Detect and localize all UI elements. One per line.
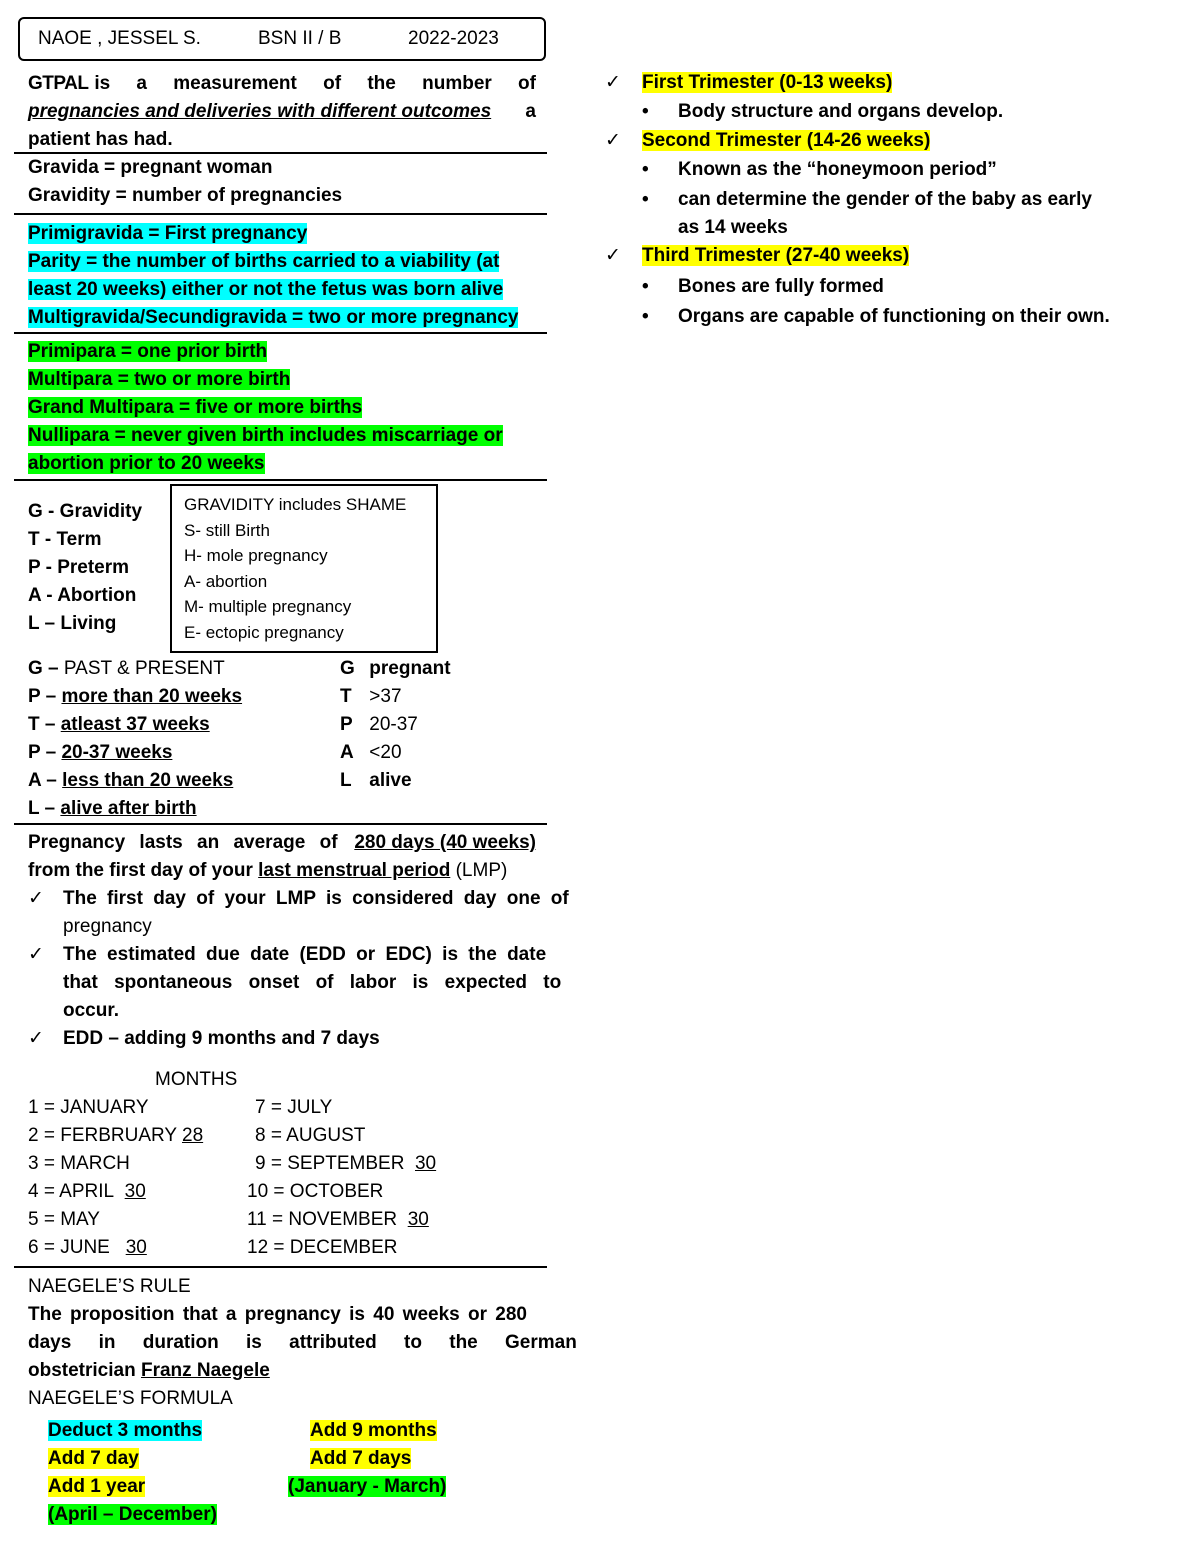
letter-a: A - Abortion bbox=[28, 585, 137, 606]
short-value: 20-37 bbox=[369, 714, 418, 735]
trimesters bbox=[605, 69, 1110, 331]
green-definitions bbox=[28, 338, 503, 478]
formula-add-year: Add 1 year bbox=[48, 1476, 146, 1497]
header-box bbox=[18, 17, 546, 61]
short-letter: P bbox=[340, 714, 353, 735]
header-section: BSN II / B bbox=[258, 28, 342, 49]
lmp-abbr: (LMP) bbox=[455, 860, 508, 881]
detail-prefix: A – bbox=[28, 770, 57, 791]
naegele-rule-line2: days in duration is attributed to the German bbox=[28, 1332, 577, 1353]
check2-line2: that spontaneous onset of labor is expected to bbox=[63, 972, 562, 993]
checkmark-icon: ✓ bbox=[605, 130, 621, 151]
trimester-bullet: Body structure and organs develop. bbox=[678, 101, 1004, 122]
month-label: 11 = NOVEMBER bbox=[247, 1209, 398, 1230]
pregnancy-line1: Pregnancy lasts an average of bbox=[28, 832, 338, 853]
detail-text: more than 20 weeks bbox=[61, 686, 243, 707]
detail-prefix: P – bbox=[28, 686, 57, 707]
check1-line1: The first day of your LMP is considered day one of bbox=[63, 888, 569, 909]
month-label: 2 = FERBRUARY bbox=[28, 1125, 177, 1146]
nullipara-def-1: Nullipara = never given birth includes miscarriage or bbox=[28, 425, 503, 446]
franz-naegele: Franz Naegele bbox=[140, 1360, 270, 1381]
letter-t: T - Term bbox=[28, 529, 102, 550]
detail-prefix: T – bbox=[28, 714, 56, 735]
month-label: 1 = JANUARY bbox=[28, 1097, 149, 1118]
naegele-rule-title: NAEGELE’S RULE bbox=[28, 1276, 191, 1297]
letter-p: P - Preterm bbox=[28, 557, 130, 578]
nullipara-def-2: abortion prior to 20 weeks bbox=[28, 453, 265, 474]
detail-prefix: P – bbox=[28, 742, 57, 763]
trimester-bullet-cont: as 14 weeks bbox=[678, 217, 788, 238]
short-value: <20 bbox=[369, 742, 402, 763]
checkmark-icon: ✓ bbox=[28, 944, 44, 965]
shame-box bbox=[170, 484, 438, 653]
naegele-formula-title: NAEGELE’S FORMULA bbox=[28, 1388, 233, 1409]
bullet-icon: • bbox=[642, 159, 649, 180]
gtpal-letters bbox=[28, 498, 142, 638]
formula-jan-mar: (January - March) bbox=[288, 1476, 447, 1497]
month-days: 30 bbox=[407, 1209, 429, 1230]
divider bbox=[14, 332, 547, 334]
short-value: >37 bbox=[369, 686, 402, 707]
letter-g: G - Gravidity bbox=[28, 501, 143, 522]
gravida-section bbox=[28, 154, 342, 210]
multigravida-def: Multigravida/Secundigravida = two or more pregnancy bbox=[28, 307, 519, 328]
formula-add-months: Add 9 months bbox=[310, 1420, 437, 1441]
trimester-bullet: Known as the “honeymoon period” bbox=[678, 159, 997, 180]
parity-def-1: Parity = the number of births carried to a viability (at bbox=[28, 251, 500, 272]
naegele-rule-line1: The proposition that a pregnancy is 40 weeks or 280 bbox=[28, 1304, 527, 1325]
formula-april-dec: (April – December) bbox=[48, 1504, 217, 1525]
short-letter: G bbox=[340, 658, 355, 679]
primigravida-def: Primigravida = First pregnancy bbox=[28, 223, 308, 244]
check3-line: EDD – adding 9 months and 7 days bbox=[63, 1028, 380, 1049]
month-label: 9 = SEPTEMBER bbox=[255, 1153, 405, 1174]
pregnancy-section bbox=[28, 829, 569, 1053]
gtpal-intro bbox=[28, 70, 536, 154]
bullet-icon: • bbox=[642, 276, 649, 297]
letter-l: L – Living bbox=[28, 613, 117, 634]
divider bbox=[14, 479, 547, 481]
detail-text: atleast 37 weeks bbox=[60, 714, 210, 735]
check2-line3: occur. bbox=[63, 1000, 119, 1021]
checkmark-icon: ✓ bbox=[605, 245, 621, 266]
detail-text: 20-37 weeks bbox=[61, 742, 173, 763]
gtpal-short bbox=[340, 655, 451, 795]
detail-text: alive after birth bbox=[60, 798, 197, 819]
shame-m: M- multiple pregnancy bbox=[184, 597, 352, 616]
cyan-definitions bbox=[28, 220, 518, 332]
trimester-bullet: Bones are fully formed bbox=[678, 276, 884, 297]
formula-right bbox=[288, 1417, 446, 1501]
gtpal-detail bbox=[28, 655, 242, 823]
month-days: 28 bbox=[182, 1125, 204, 1146]
trimester-second-title: Second Trimester (14-26 weeks) bbox=[642, 130, 931, 151]
divider bbox=[14, 823, 547, 825]
month-label: 8 = AUGUST bbox=[255, 1125, 366, 1146]
gtpal-intro-line1: is a measurement of the number of bbox=[94, 73, 536, 94]
short-letter: L bbox=[340, 770, 352, 791]
checkmark-icon: ✓ bbox=[28, 1028, 44, 1049]
months-right bbox=[247, 1094, 436, 1262]
gtpal-intro-line3: patient has had. bbox=[28, 129, 173, 150]
month-days: 30 bbox=[125, 1237, 147, 1258]
primipara-def: Primipara = one prior birth bbox=[28, 341, 268, 362]
bullet-icon: • bbox=[642, 101, 649, 122]
header-year: 2022-2023 bbox=[408, 28, 499, 49]
trimester-bullet: can determine the gender of the baby as early bbox=[678, 189, 1092, 210]
shame-title: GRAVIDITY includes SHAME bbox=[184, 495, 407, 514]
month-label: 6 = JUNE bbox=[28, 1237, 110, 1258]
pregnancy-duration: 280 days (40 weeks) bbox=[354, 832, 536, 853]
formula-deduct: Deduct 3 months bbox=[48, 1420, 203, 1441]
shame-s: S- still Birth bbox=[184, 520, 270, 540]
short-letter: A bbox=[340, 742, 354, 763]
trimester-first-title: First Trimester (0-13 weeks) bbox=[642, 72, 893, 93]
gravidity-line: Gravidity = number of pregnancies bbox=[28, 185, 343, 206]
gravida-line: Gravida = pregnant woman bbox=[28, 157, 273, 178]
month-days: 30 bbox=[414, 1153, 437, 1174]
detail-text: PAST & PRESENT bbox=[63, 658, 225, 679]
detail-text: less than 20 weeks bbox=[62, 770, 234, 791]
month-label: 3 = MARCH bbox=[28, 1153, 130, 1174]
header-name: NAOE , JESSEL S. bbox=[38, 28, 201, 49]
short-value: pregnant bbox=[369, 658, 451, 679]
short-value: alive bbox=[369, 770, 412, 791]
naegele-section bbox=[28, 1273, 577, 1413]
trimester-third-title: Third Trimester (27-40 weeks) bbox=[642, 245, 910, 266]
lmp-term: last menstrual period bbox=[258, 860, 451, 881]
gtpal-intro-tail: a bbox=[525, 101, 536, 122]
shame-e: E- ectopic pregnancy bbox=[184, 622, 344, 642]
check2-line1: The estimated due date (EDD or EDC) is the date bbox=[63, 944, 547, 965]
divider bbox=[14, 1266, 547, 1268]
month-label: 7 = JULY bbox=[255, 1097, 333, 1118]
month-label: 12 = DECEMBER bbox=[247, 1237, 398, 1258]
shame-h: H- mole pregnancy bbox=[184, 546, 328, 565]
month-days: 30 bbox=[124, 1181, 146, 1202]
checkmark-icon: ✓ bbox=[28, 888, 44, 909]
naegele-rule-line3: obstetrician bbox=[28, 1360, 136, 1381]
short-letter: T bbox=[340, 686, 352, 707]
detail-prefix: G – bbox=[28, 658, 59, 679]
gtpal-term: GTPAL bbox=[28, 73, 89, 94]
pregnancy-line2: from the first day of your bbox=[28, 860, 253, 881]
formula-add-days: Add 7 days bbox=[310, 1448, 412, 1469]
grand-multipara-def: Grand Multipara = five or more births bbox=[28, 397, 363, 418]
multipara-def: Multipara = two or more birth bbox=[28, 369, 291, 390]
parity-def-2: least 20 weeks) either or not the fetus was born alive bbox=[28, 279, 504, 300]
month-label: 10 = OCTOBER bbox=[247, 1181, 384, 1202]
divider bbox=[14, 213, 547, 215]
formula-add-day: Add 7 day bbox=[48, 1448, 139, 1469]
bullet-icon: • bbox=[642, 306, 649, 327]
bullet-icon: • bbox=[642, 189, 649, 210]
month-label: 4 = APRIL bbox=[28, 1181, 115, 1202]
check1-line2: pregnancy bbox=[63, 916, 152, 937]
months-title: MONTHS bbox=[155, 1069, 238, 1090]
shame-a: A- abortion bbox=[184, 571, 268, 591]
checkmark-icon: ✓ bbox=[605, 72, 621, 93]
trimester-bullet: Organs are capable of functioning on their own. bbox=[678, 306, 1110, 327]
formula-left bbox=[48, 1417, 217, 1529]
detail-prefix: L – bbox=[28, 798, 56, 819]
gtpal-intro-emphasis: pregnancies and deliveries with different outcomes bbox=[28, 101, 492, 122]
month-label: 5 = MAY bbox=[28, 1209, 100, 1230]
months-left bbox=[28, 1094, 203, 1262]
